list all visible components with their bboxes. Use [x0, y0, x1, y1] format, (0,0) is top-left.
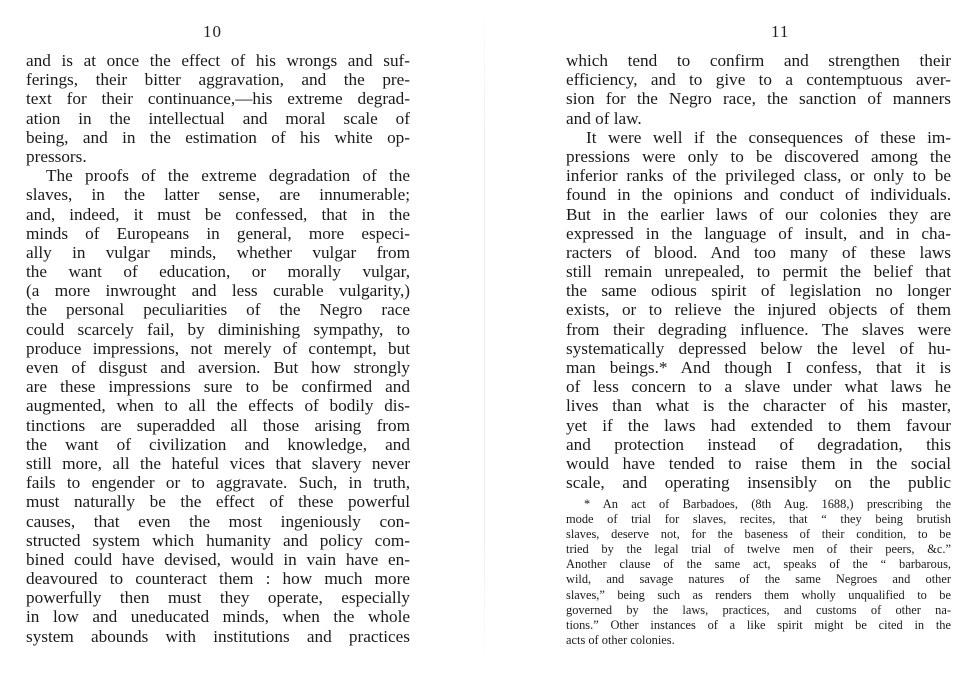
right-page-number: 11 — [771, 22, 790, 41]
footnote-line: slaves,” being such as renders them wholly unqualified to be — [566, 587, 951, 602]
text-line: text for their continuance,—his extreme degrad- — [26, 89, 410, 109]
footnote-line: acts of other colonies. — [566, 632, 675, 647]
text-line: of less concern to a slave under what laws he — [566, 377, 951, 397]
text-line: ation in the intellectual and moral scale of — [26, 108, 410, 128]
text-line: are these impressions sure to be confirmed and — [26, 377, 410, 397]
footnote-line: wild, and savage natures of the same Negroes and other — [566, 572, 951, 587]
text-line: fails to engender or to aggravate. Such, in truth, — [26, 473, 410, 493]
text-line: produce impressions, not merely of contempt, but — [26, 338, 410, 358]
text-line: from their degrading influence. The slaves were — [566, 319, 951, 339]
footnote-line: tried by the legal trial of twelve men of their peers, &c.” — [566, 542, 951, 557]
text-line: the personal peculiarities of the Negro race — [26, 300, 410, 320]
text-line: But in the earlier laws of our colonies they are — [566, 204, 951, 224]
text-line: the same odious spirit of legislation no longer — [566, 281, 951, 301]
text-line: (a more inwrought and less curable vulgarity,) — [26, 281, 410, 301]
text-line: exists, or to relieve the injured objects of them — [566, 300, 951, 320]
text-line: in low and uneducated minds, when the whole — [26, 607, 410, 627]
text-line: the want of civilization and knowledge, and — [26, 434, 410, 454]
text-line: racters of blood. And too many of these laws — [566, 242, 951, 262]
text-line: found in the opinions and conduct of individuals. — [566, 185, 951, 205]
footnote-line: tions.” Other instances of a like spirit might be cited in the — [566, 617, 951, 632]
text-line: pressors. — [26, 146, 87, 166]
text-line: and of law. — [566, 108, 642, 128]
text-line: ally in vulgar minds, whether vulgar from — [26, 242, 410, 262]
text-line: deavoured to counteract them : how much more — [26, 569, 410, 589]
text-line: sion for the Negro race, the sanction of manners — [566, 89, 951, 109]
text-line: man beings.* And though I confess, that it is — [566, 358, 951, 377]
text-line: minds of Europeans in general, more especi- — [26, 223, 410, 243]
footnote-line: Another clause of the same act, speaks of the “ barbarous, — [566, 557, 951, 572]
text-line: still remain unrepealed, to permit the belief that — [566, 262, 951, 282]
text-line: and is at once the effect of his wrongs and suf- — [26, 51, 410, 70]
text-line: system abounds with institutions and practices — [26, 626, 410, 646]
footnote — [566, 497, 951, 648]
text-line: being, and in the estimation of his white op- — [26, 127, 410, 147]
page-gutter — [484, 0, 485, 673]
text-line: still more, all the hateful vices that slavery never — [26, 453, 410, 473]
text-line: the want of education, or morally vulgar, — [26, 262, 410, 282]
text-line: pressions were only to be discovered among the — [566, 146, 951, 166]
text-line: powerfully then must they operate, especially — [26, 588, 410, 608]
text-line: and protection instead of degradation, this — [566, 434, 951, 454]
text-line: expressed in the language of insult, and in cha- — [566, 223, 951, 243]
text-line: causes, that even the most ingeniously con- — [26, 511, 410, 531]
text-line: and, indeed, it must be confessed, that in the — [26, 204, 410, 224]
text-line: would have tended to raise them in the social — [566, 453, 951, 473]
footnote-line: slaves, deserve not, for the baseness of their condition, to be — [566, 527, 951, 542]
text-line: augmented, when to all the effects of bodily dis- — [26, 396, 410, 416]
text-line: systematically depressed below the level of hu- — [566, 338, 951, 358]
text-line: slaves, in the latter sense, are innumerable; — [26, 185, 410, 205]
text-line: could scarcely fail, by diminishing sympathy, to — [26, 319, 410, 339]
text-line: lives than what is the character of his master, — [566, 396, 951, 416]
footnote-line: governed by the laws, practices, and customs of other na- — [566, 602, 951, 617]
text-line: structed system which humanity and policy com- — [26, 530, 410, 550]
left-page-number: 10 — [203, 22, 222, 41]
text-line: must naturally be the effect of these powerful — [26, 492, 410, 512]
text-line: tinctions are superadded all those arising from — [26, 415, 410, 435]
text-line: inferior ranks of the privileged class, or only to be — [566, 166, 951, 186]
paragraph-start-line: The proofs of the extreme degradation of the — [46, 166, 410, 186]
footnote-line: mode of trial for slaves, recites, that “ they being brutish — [566, 512, 951, 527]
text-line: efficiency, and to give to a contemptuous aver- — [566, 70, 951, 90]
left-page — [0, 0, 430, 673]
right-page-body — [566, 51, 951, 492]
text-line: yet if the laws had extended to them favour — [566, 415, 951, 435]
text-line: scale, and operating insensibly on the public — [566, 473, 951, 493]
left-page-body — [26, 51, 410, 646]
paragraph-start-line: It were well if the consequences of these im- — [586, 127, 951, 147]
text-line: even of disgust and aversion. But how strongly — [26, 358, 410, 377]
text-line: bined could have devised, would in vain have en- — [26, 549, 410, 569]
text-line: ferings, their bitter aggravation, and the pre- — [26, 70, 410, 90]
text-line: which tend to confirm and strengthen their — [566, 51, 951, 70]
footnote-line: * An act of Barbadoes, (8th Aug. 1688,) prescribing the — [584, 497, 951, 511]
right-page — [540, 0, 980, 673]
